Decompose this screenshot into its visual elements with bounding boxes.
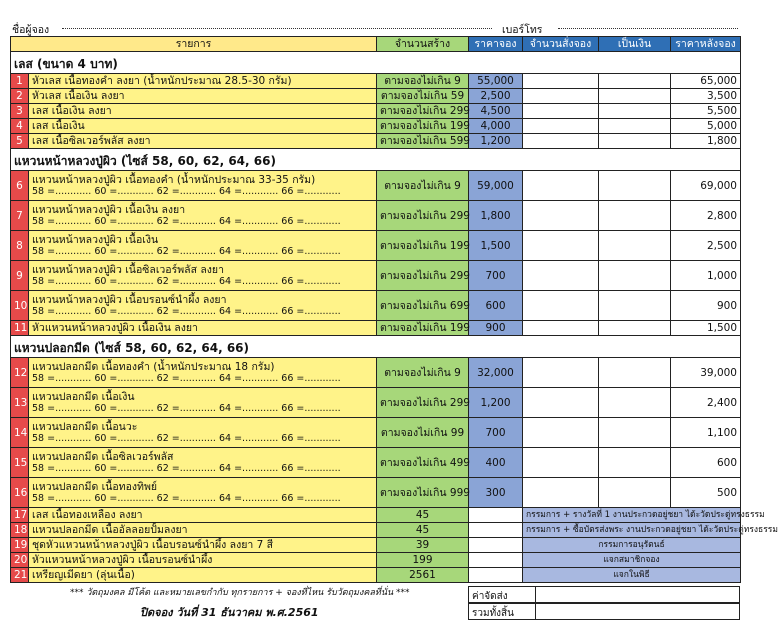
item-name: แหวนหน้าหลวงปู่ผิว เนื้อทองคำ (น้ำหนักประมาณ 33-35 กรัม) (32, 173, 316, 186)
amount-field[interactable] (599, 134, 671, 149)
booking-price: 1,200 (469, 388, 523, 418)
item-row (11, 418, 741, 448)
after-price: 1,100 (671, 418, 741, 448)
item-name-cell (29, 291, 377, 321)
row-number: 3 (11, 104, 29, 119)
distribution-note: กรรมการอนุรัตนธ์ (523, 538, 741, 553)
booking-price: 55,000 (469, 74, 523, 89)
row-number: 20 (11, 553, 29, 568)
booking-price: 600 (469, 291, 523, 321)
blank-cell (469, 508, 523, 523)
stock-limit: ตามจองไม่เกิน 9 (377, 171, 469, 201)
total-label: รวมทั้งสิ้น (468, 603, 536, 620)
stock-limit: ตามจองไม่เกิน 499 (377, 448, 469, 478)
booking-price: 1,500 (469, 231, 523, 261)
col-order-qty: จำนวนสั่งจอง (523, 37, 599, 52)
item-row (11, 119, 741, 134)
stock-limit: ตามจองไม่เกิน 199 (377, 321, 469, 336)
item-name-cell (29, 119, 377, 134)
col-after-price: ราคาหลังจอง (671, 37, 741, 52)
item-name-cell (29, 261, 377, 291)
item-name-cell (29, 231, 377, 261)
col-amount: เป็นเงิน (599, 37, 671, 52)
order-qty-field[interactable] (523, 418, 599, 448)
total-field[interactable] (536, 603, 740, 620)
order-table (10, 36, 778, 583)
item-row (11, 134, 741, 149)
after-price: 3,500 (671, 89, 741, 104)
phone-label: เบอร์โทร (502, 24, 543, 36)
extra-row (11, 553, 741, 568)
item-name-cell (29, 134, 377, 149)
distribution-note: กรรมการ + ซื้อบัตรส่งพระ งานประกวดอยู่ชยา ได้ะวัดประดู่ทรงธรรม (523, 523, 741, 538)
amount-field[interactable] (599, 231, 671, 261)
stock-limit: ตามจองไม่เกิน 299 (377, 261, 469, 291)
stock-limit: ตามจองไม่เกิน 299 (377, 104, 469, 119)
item-name: แหวนปลอกมีด เนื้อทองทิพย์ (32, 480, 158, 493)
item-row (11, 261, 741, 291)
name-label: ชื่อผู้จอง (12, 24, 50, 36)
booking-price: 1,800 (469, 201, 523, 231)
item-name: แหวนหน้าหลวงปู่ผิว เนื้อเงิน (32, 233, 159, 246)
order-qty-field[interactable] (523, 261, 599, 291)
row-number: 10 (11, 291, 29, 321)
stock-limit: ตามจองไม่เกิน 699 (377, 291, 469, 321)
size-fields[interactable]: 58 =............ 60 =............ 62 =............ 64 =............ 66 =............ (32, 275, 341, 287)
row-number: 6 (11, 171, 29, 201)
size-fields[interactable]: 58 =............ 60 =............ 62 =............ 64 =............ 66 =............ (32, 402, 341, 414)
section-title: แหวนปลอกมีด (ไซส์ 58, 60, 62, 64, 66) (11, 336, 741, 358)
item-row (11, 104, 741, 119)
booking-price: 59,000 (469, 171, 523, 201)
row-number: 2 (11, 89, 29, 104)
item-name: ชุดหัวแหวนหน้าหลวงปู่ผิว เนื้อบรอนซ์นำผึ้ง ลงยา 7 สี (29, 538, 377, 553)
item-name: แหวนปลอกมีด เนื้อนวะ (32, 420, 138, 433)
row-number: 16 (11, 478, 29, 508)
item-name: หัวเลส เนื้อทองคำ ลงยา (น้ำหนักประมาณ 28.5-30 กรัม) (32, 75, 292, 87)
booking-price: 700 (469, 261, 523, 291)
item-name-cell (29, 388, 377, 418)
item-row (11, 231, 741, 261)
row-number: 11 (11, 321, 29, 336)
amount-field[interactable] (599, 89, 671, 104)
order-qty-field[interactable] (523, 134, 599, 149)
stock-limit: ตามจองไม่เกิน 999 (377, 478, 469, 508)
order-qty-field[interactable] (523, 104, 599, 119)
item-name: เลส เนื้อซิลเวอร์พลัส ลงยา (32, 135, 151, 147)
booking-price: 400 (469, 448, 523, 478)
blank-cell (469, 553, 523, 568)
stock-count: 45 (377, 523, 469, 538)
amount-field[interactable] (599, 119, 671, 134)
footnote: *** วัตถุมงคล มีโค้ด และหมายเลขกำกับ ทุกรายการ + จองที่ไหน รับวัตถุมงคลที่นั่น *** (70, 588, 410, 598)
item-name-cell (29, 171, 377, 201)
extra-row (11, 523, 741, 538)
item-row (11, 358, 741, 388)
order-form (10, 8, 778, 623)
amount-field[interactable] (599, 201, 671, 231)
after-price: 5,500 (671, 104, 741, 119)
after-price: 2,400 (671, 388, 741, 418)
after-price: 600 (671, 448, 741, 478)
item-name: แหวนหน้าหลวงปู่ผิว เนื้อซิลเวอร์พลัส ลงยา (32, 263, 224, 276)
order-qty-field[interactable] (523, 171, 599, 201)
section-header (11, 52, 741, 74)
item-name: เลส เนื้อเงิน (32, 120, 85, 132)
booking-price: 700 (469, 418, 523, 448)
booking-price: 4,000 (469, 119, 523, 134)
item-name: แหวนปลอกมีด เนื้อเงิน (32, 390, 135, 403)
stock-limit: ตามจองไม่เกิน 199 (377, 119, 469, 134)
stock-limit: ตามจองไม่เกิน 9 (377, 358, 469, 388)
order-qty-field[interactable] (523, 358, 599, 388)
item-name: เลส เนื้อทองเหลือง ลงยา (29, 508, 377, 523)
order-qty-field[interactable] (523, 201, 599, 231)
size-fields[interactable]: 58 =............ 60 =............ 62 =............ 64 =............ 66 =............ (32, 432, 341, 444)
item-name-cell (29, 478, 377, 508)
extra-row (11, 538, 741, 553)
item-row (11, 388, 741, 418)
blank-cell (469, 568, 523, 583)
after-price: 500 (671, 478, 741, 508)
item-row (11, 291, 741, 321)
size-fields[interactable]: 58 =............ 60 =............ 62 =............ 64 =............ 66 =............ (32, 372, 341, 384)
item-name-cell (29, 358, 377, 388)
item-row (11, 171, 741, 201)
amount-field[interactable] (599, 388, 671, 418)
closing-date: ปิดจอง วันที่ 31 ธันวาคม พ.ศ.2561 (140, 606, 319, 619)
order-qty-field[interactable] (523, 291, 599, 321)
blank-cell (469, 538, 523, 553)
amount-field[interactable] (599, 418, 671, 448)
stock-count: 2561 (377, 568, 469, 583)
phone-field[interactable] (558, 28, 738, 29)
order-qty-field[interactable] (523, 321, 599, 336)
amount-field[interactable] (599, 261, 671, 291)
distribution-note: กรรมการ + รางวัลที่ 1 งานประกวดอยู่ชยา ได้ะวัดประดู่ทรงธรรม (523, 508, 741, 523)
booking-price: 32,000 (469, 358, 523, 388)
after-price: 1,500 (671, 321, 741, 336)
row-number: 15 (11, 448, 29, 478)
after-price: 65,000 (671, 74, 741, 89)
item-row (11, 89, 741, 104)
stock-limit: ตามจองไม่เกิน 9 (377, 74, 469, 89)
item-name: แหวนหน้าหลวงปู่ผิว เนื้อเงิน ลงยา (32, 203, 186, 216)
amount-field[interactable] (599, 358, 671, 388)
item-name: หัวแหวนหน้าหลวงปู่ผิว เนื้อบรอนซ์นำผึ้ง (29, 553, 377, 568)
stock-limit: ตามจองไม่เกิน 599 (377, 134, 469, 149)
after-price: 1,800 (671, 134, 741, 149)
order-qty-field[interactable] (523, 119, 599, 134)
form-header (10, 8, 740, 36)
amount-field[interactable] (599, 321, 671, 336)
after-price: 2,500 (671, 231, 741, 261)
amount-field[interactable] (599, 448, 671, 478)
shipping-field[interactable] (536, 586, 740, 603)
stock-limit: ตามจองไม่เกิน 299 (377, 388, 469, 418)
after-price: 5,000 (671, 119, 741, 134)
stock-limit: ตามจองไม่เกิน 199 (377, 231, 469, 261)
item-name-cell (29, 321, 377, 336)
booking-price: 900 (469, 321, 523, 336)
amount-field[interactable] (599, 171, 671, 201)
col-stock: จำนวนสร้าง (377, 37, 469, 52)
item-row (11, 74, 741, 89)
stock-count: 45 (377, 508, 469, 523)
amount-field[interactable] (599, 74, 671, 89)
amount-field[interactable] (599, 478, 671, 508)
amount-field[interactable] (599, 104, 671, 119)
item-name: แหวนปลอกมีด เนื้ออัลลอยปั้มลงยา (29, 523, 377, 538)
after-price: 900 (671, 291, 741, 321)
row-number: 5 (11, 134, 29, 149)
item-name: แหวนปลอกมีด เนื้อทองคำ (น้ำหนักประมาณ 18 กรัม) (32, 360, 275, 373)
row-number: 17 (11, 508, 29, 523)
row-number: 21 (11, 568, 29, 583)
size-fields[interactable]: 58 =............ 60 =............ 62 =............ 64 =............ 66 =............ (32, 245, 341, 257)
size-fields[interactable]: 58 =............ 60 =............ 62 =............ 64 =............ 66 =............ (32, 305, 341, 317)
section-header (11, 336, 741, 358)
section-title: แหวนหน้าหลวงปู่ผิว (ไซส์ 58, 60, 62, 64, 66) (11, 149, 741, 171)
order-qty-field[interactable] (523, 478, 599, 508)
item-row (11, 478, 741, 508)
item-name: หัวแหวนหน้าหลวงปู่ผิว เนื้อเงิน ลงยา (32, 322, 198, 334)
row-number: 14 (11, 418, 29, 448)
item-name: แหวนหน้าหลวงปู่ผิว เนื้อบรอนซ์นำผึ้ง ลงยา (32, 293, 227, 306)
after-price: 2,800 (671, 201, 741, 231)
size-fields[interactable]: 58 =............ 60 =............ 62 =............ 64 =............ 66 =............ (32, 185, 341, 197)
item-name-cell (29, 104, 377, 119)
stock-limit: ตามจองไม่เกิน 99 (377, 418, 469, 448)
row-number: 19 (11, 538, 29, 553)
col-price: ราคาจอง (469, 37, 523, 52)
item-name: เหรียญเมีดยา (ลุ่นเนื้อ) (29, 568, 377, 583)
row-number: 18 (11, 523, 29, 538)
row-number: 7 (11, 201, 29, 231)
item-name: แหวนปลอกมีด เนื้อซิลเวอร์พลัส (32, 450, 174, 463)
distribution-note: แจกสมาชิกจอง (523, 553, 741, 568)
order-qty-field[interactable] (523, 89, 599, 104)
extra-row (11, 568, 741, 583)
stock-count: 39 (377, 538, 469, 553)
name-field[interactable] (62, 28, 492, 29)
stock-limit: ตามจองไม่เกิน 299 (377, 201, 469, 231)
col-item: รายการ (11, 37, 377, 52)
item-row (11, 321, 741, 336)
row-number: 4 (11, 119, 29, 134)
amount-field[interactable] (599, 291, 671, 321)
item-name: เลส เนื้อเงิน ลงยา (32, 105, 112, 117)
booking-price: 2,500 (469, 89, 523, 104)
distribution-note: แจกในพิธี (523, 568, 741, 583)
item-name-cell (29, 201, 377, 231)
row-number: 13 (11, 388, 29, 418)
blank-cell (469, 523, 523, 538)
section-header (11, 149, 741, 171)
booking-price: 1,200 (469, 134, 523, 149)
item-name-cell (29, 418, 377, 448)
form-footer (10, 583, 740, 623)
size-fields[interactable]: 58 =............ 60 =............ 62 =............ 64 =............ 66 =............ (32, 462, 341, 474)
row-number: 8 (11, 231, 29, 261)
size-fields[interactable]: 58 =............ 60 =............ 62 =............ 64 =............ 66 =............ (32, 215, 341, 227)
stock-limit: ตามจองไม่เกิน 59 (377, 89, 469, 104)
item-name-cell (29, 89, 377, 104)
row-number: 1 (11, 74, 29, 89)
order-qty-field[interactable] (523, 448, 599, 478)
size-fields[interactable]: 58 =............ 60 =............ 62 =............ 64 =............ 66 =............ (32, 492, 341, 504)
booking-price: 300 (469, 478, 523, 508)
item-name-cell (29, 74, 377, 89)
order-qty-field[interactable] (523, 388, 599, 418)
stock-count: 199 (377, 553, 469, 568)
section-title: เลส (ขนาด 4 บาท) (11, 52, 741, 74)
after-price: 69,000 (671, 171, 741, 201)
shipping-label: ค่าจัดส่ง (468, 586, 536, 603)
order-qty-field[interactable] (523, 231, 599, 261)
extra-row (11, 508, 741, 523)
item-row (11, 448, 741, 478)
item-name: หัวเลส เนื้อเงิน ลงยา (32, 90, 125, 102)
order-qty-field[interactable] (523, 74, 599, 89)
row-number: 9 (11, 261, 29, 291)
booking-price: 4,500 (469, 104, 523, 119)
row-number: 12 (11, 358, 29, 388)
after-price: 1,000 (671, 261, 741, 291)
item-row (11, 201, 741, 231)
column-headers (11, 37, 741, 52)
after-price: 39,000 (671, 358, 741, 388)
item-name-cell (29, 448, 377, 478)
